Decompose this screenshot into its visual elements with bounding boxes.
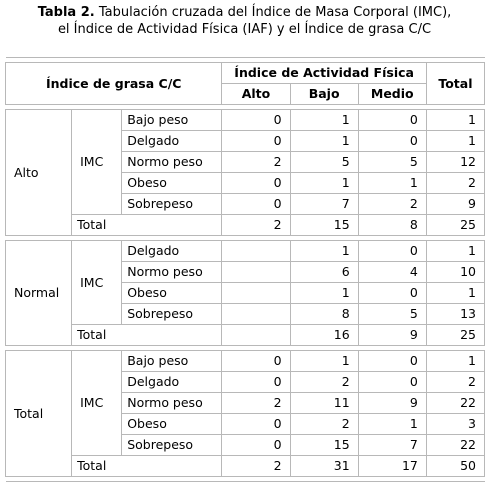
cell-alto: [222, 283, 290, 304]
group-label: Normal: [6, 241, 72, 346]
table-row: [6, 241, 485, 262]
row-label: Normo peso: [122, 152, 222, 173]
row-label: Obeso: [122, 173, 222, 194]
cell-bajo: 7: [290, 194, 358, 215]
group-label: Total: [6, 351, 72, 477]
row-label: Delgado: [122, 131, 222, 152]
cell-total: 13: [426, 304, 484, 325]
subtotal-label: Total: [72, 456, 222, 477]
cell-alto: 0: [222, 351, 290, 372]
cell-medio: 0: [358, 351, 426, 372]
subtotal-row: [6, 325, 485, 346]
cell-total: 12: [426, 152, 484, 173]
activity-group-header: Índice de Actividad Física: [222, 63, 426, 84]
cell-bajo: 11: [290, 393, 358, 414]
cell-medio: 5: [358, 152, 426, 173]
group-label: Alto: [6, 110, 72, 236]
subtotal-bajo: 31: [290, 456, 358, 477]
cell-medio: 0: [358, 131, 426, 152]
cell-alto: [222, 262, 290, 283]
cell-bajo: 1: [290, 351, 358, 372]
cell-alto: 0: [222, 131, 290, 152]
cell-bajo: 15: [290, 435, 358, 456]
caption-line-1: Tabulación cruzada del Índice de Masa Corporal (IMC),: [94, 5, 452, 20]
imc-label: IMC: [72, 110, 122, 215]
subtotal-label: Total: [72, 325, 222, 346]
cell-medio: 7: [358, 435, 426, 456]
corner-header: Índice de grasa C/C: [6, 63, 222, 105]
subtotal-row: [6, 215, 485, 236]
cell-alto: 2: [222, 152, 290, 173]
cell-alto: 0: [222, 414, 290, 435]
table-caption: [0, 0, 489, 38]
cell-bajo: 1: [290, 283, 358, 304]
caption-label: Tabla 2.: [37, 5, 95, 20]
row-label: Sobrepeso: [122, 194, 222, 215]
cell-bajo: 2: [290, 414, 358, 435]
cell-total: 1: [426, 241, 484, 262]
table-row: [6, 351, 485, 372]
cell-bajo: 1: [290, 173, 358, 194]
row-label: Obeso: [122, 283, 222, 304]
cell-alto: 2: [222, 393, 290, 414]
row-label: Obeso: [122, 414, 222, 435]
cell-total: 1: [426, 131, 484, 152]
cell-total: 22: [426, 393, 484, 414]
imc-label: IMC: [72, 241, 122, 325]
subtotal-medio: 17: [358, 456, 426, 477]
row-label: Sobrepeso: [122, 435, 222, 456]
cell-bajo: 1: [290, 110, 358, 131]
cell-medio: 0: [358, 372, 426, 393]
col-header-alto: Alto: [222, 84, 290, 105]
cell-bajo: 8: [290, 304, 358, 325]
cell-medio: 5: [358, 304, 426, 325]
row-label: Sobrepeso: [122, 304, 222, 325]
cell-medio: 0: [358, 110, 426, 131]
cell-bajo: 5: [290, 152, 358, 173]
crosstab-table-wrapper: [5, 57, 485, 482]
cell-alto: 0: [222, 435, 290, 456]
header-row-1: [6, 63, 485, 84]
cell-bajo: 1: [290, 241, 358, 262]
cell-total: 2: [426, 372, 484, 393]
cell-medio: 1: [358, 414, 426, 435]
subtotal-total: 25: [426, 325, 484, 346]
cell-alto: 0: [222, 110, 290, 131]
cell-alto: 0: [222, 194, 290, 215]
cell-total: 22: [426, 435, 484, 456]
cell-total: 1: [426, 351, 484, 372]
subtotal-bajo: 15: [290, 215, 358, 236]
subtotal-alto: [222, 325, 290, 346]
cell-alto: [222, 241, 290, 262]
table-row: [6, 110, 485, 131]
cell-bajo: 1: [290, 131, 358, 152]
subtotal-label: Total: [72, 215, 222, 236]
cell-alto: 0: [222, 173, 290, 194]
row-label: Bajo peso: [122, 110, 222, 131]
total-column-header: Total: [426, 63, 484, 105]
cell-alto: [222, 304, 290, 325]
group-spacer: [6, 477, 485, 482]
row-label: Bajo peso: [122, 351, 222, 372]
cell-total: 3: [426, 414, 484, 435]
row-label: Normo peso: [122, 393, 222, 414]
cell-bajo: 6: [290, 262, 358, 283]
cell-medio: 0: [358, 283, 426, 304]
col-header-bajo: Bajo: [290, 84, 358, 105]
row-label: Delgado: [122, 241, 222, 262]
cell-medio: 2: [358, 194, 426, 215]
table-body: [6, 110, 485, 482]
cell-medio: 4: [358, 262, 426, 283]
cell-medio: 0: [358, 241, 426, 262]
row-label: Normo peso: [122, 262, 222, 283]
subtotal-bajo: 16: [290, 325, 358, 346]
cell-alto: 0: [222, 372, 290, 393]
imc-label: IMC: [72, 351, 122, 456]
subtotal-alto: 2: [222, 215, 290, 236]
subtotal-total: 25: [426, 215, 484, 236]
cell-bajo: 2: [290, 372, 358, 393]
crosstab-table: [5, 57, 485, 482]
caption-line-2: el Índice de Actividad Física (IAF) y el Índice de grasa C/C: [57, 22, 432, 37]
subtotal-total: 50: [426, 456, 484, 477]
cell-total: 1: [426, 283, 484, 304]
subtotal-alto: 2: [222, 456, 290, 477]
subtotal-medio: 9: [358, 325, 426, 346]
cell-total: 10: [426, 262, 484, 283]
row-label: Delgado: [122, 372, 222, 393]
col-header-medio: Medio: [358, 84, 426, 105]
subtotal-medio: 8: [358, 215, 426, 236]
cell-total: 1: [426, 110, 484, 131]
cell-medio: 9: [358, 393, 426, 414]
cell-total: 9: [426, 194, 484, 215]
cell-total: 2: [426, 173, 484, 194]
cell-medio: 1: [358, 173, 426, 194]
